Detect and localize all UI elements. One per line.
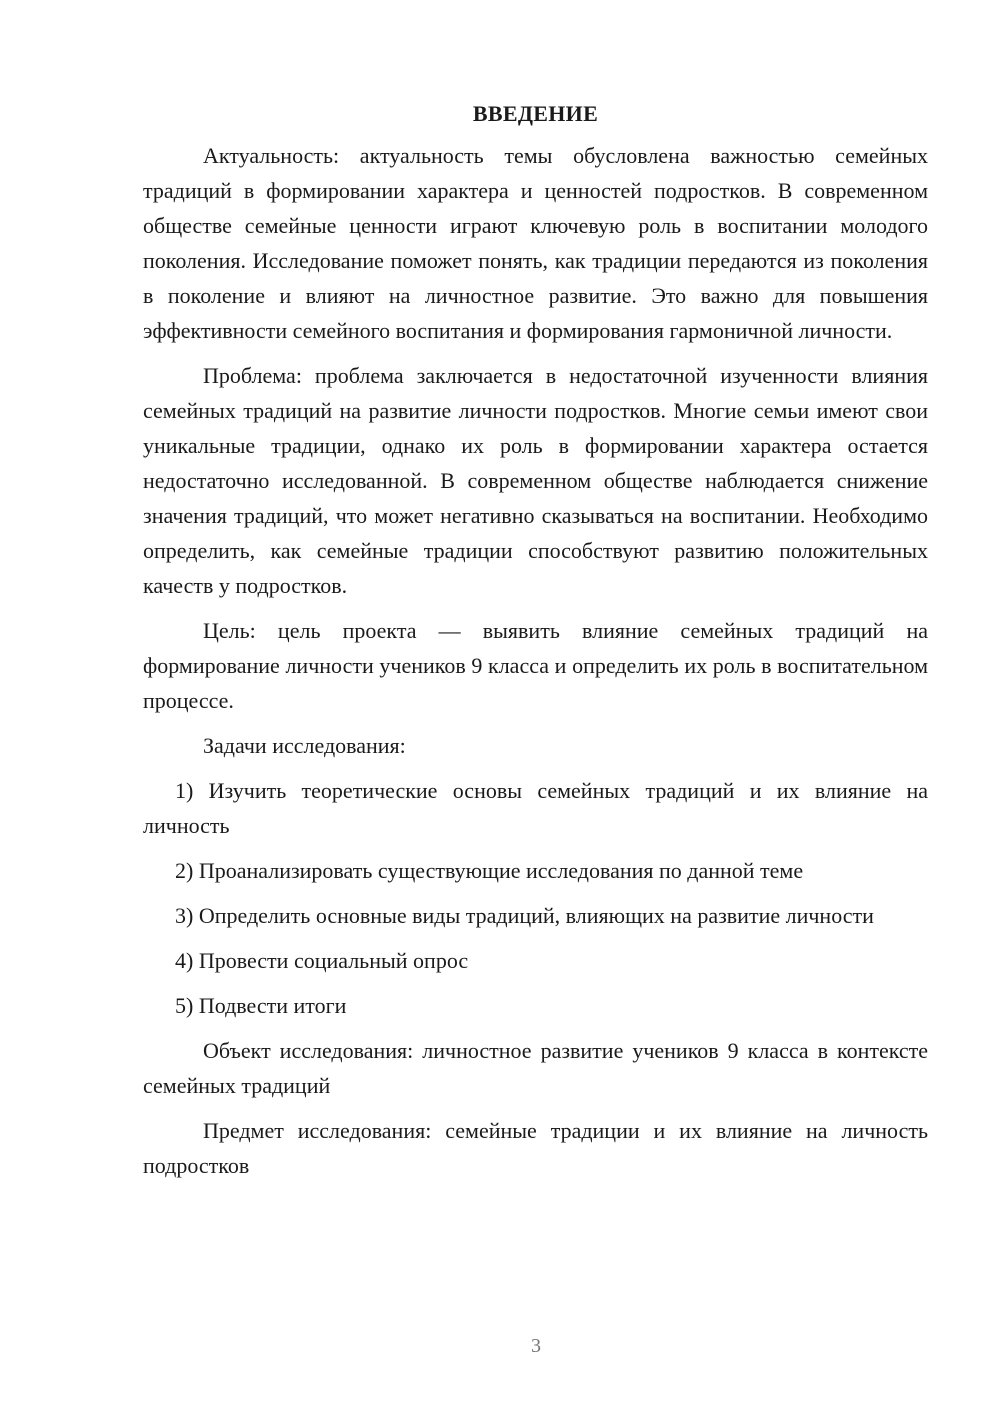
- task-item: 3) Определить основные виды традиций, влияющих на развитие личности: [175, 903, 874, 928]
- paragraph-goal: Цель: цель проекта — выявить влияние семейных традиций на формирование личности учеников 9 класса и определить их роль в воспитательном процессе.: [143, 618, 928, 713]
- task-item: 4) Провести социальный опрос: [175, 948, 469, 973]
- tasks-list: [143, 773, 928, 1023]
- section-title: ВВЕДЕНИЕ: [472, 101, 599, 126]
- paragraph-relevance: Актуальность: актуальность темы обусловлена важностью семейных традиций в формировании характера и ценностей подростков. В современном обществе семейные ценности играют ключевую роль в воспитании молодого поколения. Исследование поможет понять, как традиции передаются из поколения в поколение и влияют на личностное развитие. Это важно для повышения эффективности семейного воспитания и формирования гармоничной личности.: [143, 143, 928, 343]
- task-item: 2) Проанализировать существующие исследования по данной теме: [175, 858, 804, 883]
- task-item: 5) Подвести итоги: [175, 993, 347, 1018]
- tasks-heading: Задачи исследования:: [203, 733, 406, 758]
- paragraph-subject: Предмет исследования: семейные традиции и их влияние на личность подростков: [143, 1118, 928, 1178]
- task-item: 1) Изучить теоретические основы семейных традиций и их влияние на личность: [143, 778, 928, 838]
- page-number: 3: [531, 1335, 541, 1357]
- paragraph-problem: Проблема: проблема заключается в недостаточной изученности влияния семейных традиций на развитие личности подростков. Многие семьи имеют свои уникальные традиции, однако их роль в формировании характера остается недостаточно исследованной. В современном обществе наблюдается снижение значения традиций, что может негативно сказываться на воспитании. Необходимо определить, как семейные традиции способствуют развитию положительных качеств у подростков.: [143, 363, 928, 598]
- paragraph-object: Объект исследования: личностное развитие учеников 9 класса в контексте семейных традиций: [143, 1038, 928, 1098]
- page-content: [143, 96, 928, 1193]
